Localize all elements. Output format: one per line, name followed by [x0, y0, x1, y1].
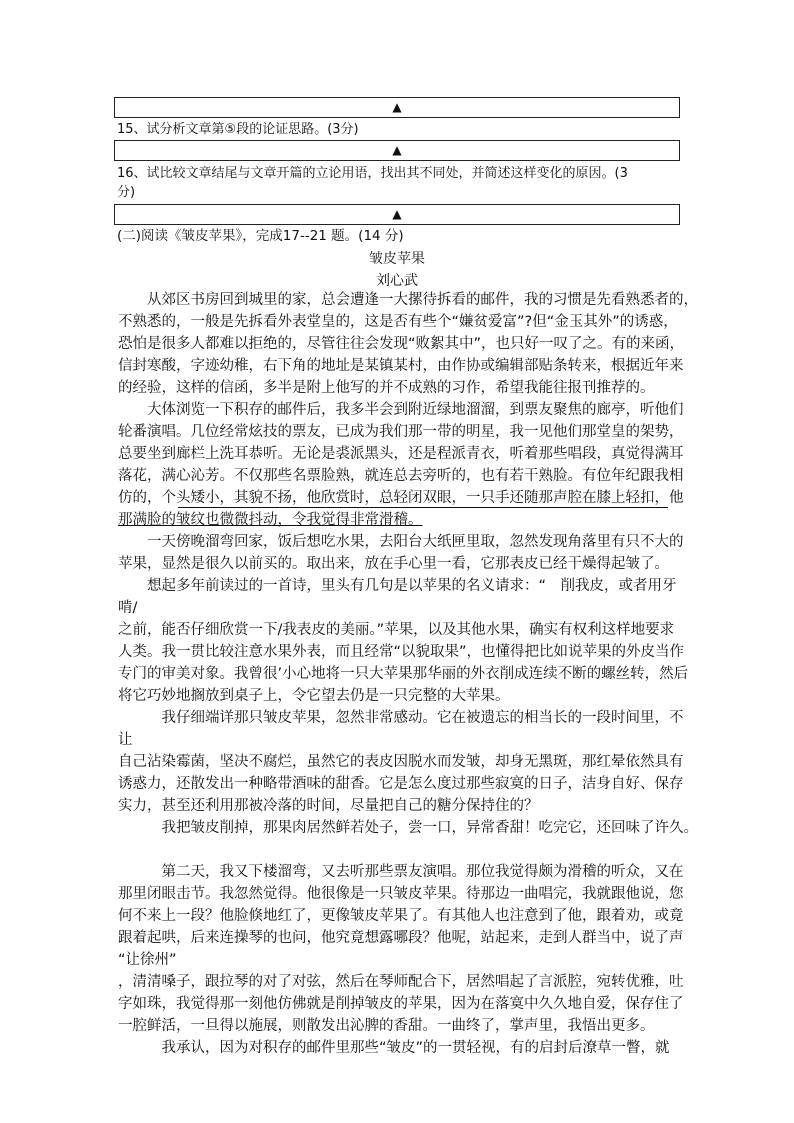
- text-line: 人类。我一贯比较注意水果外表，而且经常“以貌取果”，也懂得把比如说苹果的外皮当作: [118, 644, 685, 660]
- text-line: 一腔鲜活，一旦得以施展，则散发出沁脾的香甜。一曲终了，掌声里，我悟出更多。: [118, 1018, 655, 1034]
- text-line: 让: [118, 732, 133, 748]
- text-line: ，清清嗓子，跟拉琴的对了对弦，然后在琴师配合下，居然唱起了言派腔，宛转优雅，吐: [118, 974, 684, 990]
- question-15: 15、试分析文章第⑤段的论证思路。(3分): [117, 122, 359, 137]
- text-line: 将它巧妙地搁放到桌子上，令它望去仍是一只完整的大苹果。: [118, 688, 510, 704]
- underline-mark: [178, 507, 668, 508]
- text-line: 落花，满心沁芳。不仅那些名票脸熟，就连总去旁听的，也有若干熟脸。有位年纪跟我相: [118, 468, 684, 484]
- text-line: 我仔细端详那只皱皮苹果，忽然非常感动。它在被遗忘的相当长的一段时间里，不: [118, 710, 684, 726]
- text-line: 苹果，显然是很久以前买的。取出来，放在手心里一看，它那表皮已经干燥得起皱了。: [118, 556, 669, 572]
- text-line: 之前，能否仔细欣赏一下/我表皮的美丽。”苹果，以及其他水果，确实有权利这样地要求: [118, 622, 675, 638]
- text-line: 自己沾染霉菌，坚决不腐烂，虽然它的表皮因脱水而发皱，却身无黑斑，那红晕依然具有: [118, 754, 684, 770]
- text-line: 那里闭眼击节。我忽然觉得。他很像是一只皱皮苹果。待那边一曲唱完，我就跟他说，您: [118, 886, 684, 902]
- question-16: 16、试比较文章结尾与文章开篇的立论用语，找出其不同处，并简述这样变化的原因。(3: [117, 166, 628, 181]
- text-line: 一天傍晚溜弯回家，饭后想吃水果，去阳台大纸匣里取，忽然发现角落里有只不大的: [118, 534, 684, 550]
- text-line: 信封寒酸，字迹幼稚，右下角的地址是某镇某村，由作协或编辑部贴条转来，根据近年来: [118, 358, 684, 374]
- text-line: 大体浏览一下积存的邮件后，我多半会到附近绿地溜溜，到票友聚焦的廊亭，听他们: [118, 402, 684, 418]
- text-line: 我把皱皮削掉，那果肉居然鲜若处子，尝一口，异常香甜！吃完它，还回味了许久。: [118, 820, 698, 836]
- text-line: 总要坐到廊栏上洗耳恭听。无论是裘派黑头，还是程派青衣，听着那些唱段，真觉得满耳: [118, 446, 684, 462]
- text-line: 我承认，因为对积存的邮件里那些“皱皮”的一贯轻视，有的启封后潦草一瞥，就: [118, 1040, 670, 1056]
- author: 刘心武: [376, 273, 418, 289]
- text-line: 跟着起哄，后来连操琴的也问，他究竟想露哪段？他呢，站起来，走到人群当中，说了声: [118, 930, 684, 946]
- text-line: 字如珠，我觉得那一刻他仿佛就是削掉皱皮的苹果，因为在落寞中久久地自爱，保存住了: [118, 996, 684, 1012]
- text-line: 第二天，我又下楼溜弯，又去听那些票友演唱。那位我觉得颇为滑稽的听众，又在: [118, 864, 684, 880]
- text-line: “让徐州”: [118, 952, 177, 968]
- underlined-line: 那满脸的皱纹也微微抖动，令我觉得非常滑稽。: [118, 512, 423, 528]
- text-line: 恐怕是很多人都难以拒绝的，尽管往往会发现“败絮其中”，也只好一叹了之。有的来函，: [118, 336, 685, 352]
- question-16-cont: 分): [117, 185, 136, 200]
- text-line: 啃/: [118, 600, 138, 616]
- text-line: 的经验，这样的信函，多半是附上他写的并不成熟的习作，希望我能往报刊推荐的。: [118, 380, 655, 396]
- text-line: 仿的，个头矮小，其貌不扬，他欣赏时，总轻闭双眼，一只手还随那声腔在膝上轻扣，他: [118, 490, 684, 506]
- answer-marker: ▲: [392, 207, 402, 221]
- answer-box[interactable]: [114, 140, 680, 161]
- answer-marker: ▲: [392, 143, 402, 157]
- text-line: 实力，甚至还利用那被冷落的时间，尽量把自己的糖分保持住的？: [118, 798, 539, 814]
- text-line: 从郊区书房回到城里的家，总会遭逢一大摞待拆看的邮件，我的习惯是先看熟悉者的，: [118, 292, 698, 308]
- text-line: 轮番演唱。几位经常炫技的票友，已成为我们那一带的明星，我一见他们那堂皇的架势，: [118, 424, 684, 440]
- answer-box[interactable]: [114, 97, 680, 118]
- text-line: 不熟悉的，一般是先拆看外表堂皇的，这是否有些个“嫌贫爱富”?但“金玉其外”的诱惑，: [118, 314, 678, 330]
- text-line: 诱惑力，还散发出一种略带酒味的甜香。它是怎么度过那些寂寞的日子，洁身自好、保存: [118, 776, 684, 792]
- text-line: 何不来上一段？他脸倏地红了，更像皱皮苹果了。有其他人也注意到了他，跟着劝，或竟: [118, 908, 684, 924]
- answer-box[interactable]: [114, 204, 680, 225]
- article-title: 皱皮苹果: [369, 251, 425, 267]
- answer-marker: ▲: [392, 100, 402, 114]
- section-header: (二)阅读《皱皮苹果》，完成17--21 题。(14 分): [117, 228, 404, 244]
- text-line: 想起多年前读过的一首诗，里头有几句是以苹果的名义请求：“ 削我皮，或者用牙: [118, 578, 677, 594]
- text-line: 专门的审美对象。我曾很’小心地将一只大苹果那华丽的外衣削成连续不断的螺丝转，然后: [118, 666, 689, 682]
